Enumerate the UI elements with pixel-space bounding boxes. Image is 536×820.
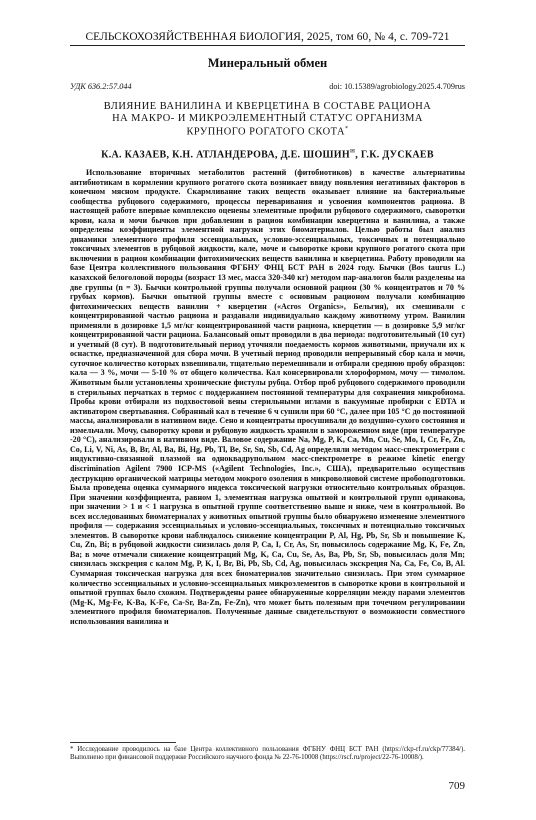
page-number: 709 [448,780,465,792]
doi-link[interactable]: doi: 10.15389/agrobiology.2025.4.709rus [329,82,465,91]
section-title: Минеральный обмен [207,56,328,70]
udk-code: УДК 636.2:57.044 [70,82,132,91]
abstract-text: Использование вторичных метаболитов растений (фитобиотиков) в качестве альтернативы антибиотикам в кормлении крупного рогатого скота возникает ввиду появления негативных факторов в конечном мясном продукте. Скармливание таких веществ оказывает влияние на бактериальные сообщества рубцового содержимого, процессы переваривания и усвоения компонентов рациона. В настоящей работе впервые комплексно оценены элементные профили рубцового содержимого, сыворотки крови, кала и мочи бычков при добавлении в рацион комбинации кверцетина и ванилина, а также определены коэффициенты элементной нагрузки этих биоматериалов. Целью работы был анализ динамики элементного профиля эссенциальных, условно-эссенциальных, токсичных и потенциально токсичных элементов в рубцовой жидкости, кале, моче и сыворотке крови крупного рогатого скота при включении в рацион комбинации фитохимических веществ ванилина и кверцетина. Работу проводили на базе Центра коллективного пользования ФГБНУ ФНЦ БСТ РАН в 2024 году. Бычки (Bos taurus L.) казахской белоголовой породы (возраст 13 мес, масса 320-340 кг) методом пар-аналогов были разделены на две группы (n = 3). Бычки контрольной группы получали основной рацион (30 % концентратов и 70 % грубых кормов). Бычки опытной группы вместе с основным рационом получали комбинацию фитохимических веществ ванилин + кверцетин («Acros Organics», Бельгия), их смешивали с концентрированной частью рациона и раздавали индивидуально каждому животному утром. Ванилин применяли в дозировке 1,5 мг/кг концентрированной части рациона, кверцетин — в дозировке 5,9 мг/кг концентрированной части рациона. Балансовый опыт проводили в два периода: подготовительный (10 сут) и учетный (8 сут). В подготовительный период уточняли поедаемость кормов животными, приучали их к оснастке, предназначенной для сбора мочи. В учетный период проводили непрерывный сбор кала и мочи, суточное количество которых взвешивали, тщательно перемешивали и отбирали среднюю пробу образцов: кала — 3 %, мочи — 5-10 % от общего количества. Кал консервировали хлороформом, мочу — тимолом. Животным были установлены хронические фистулы рубца. Отбор проб рубцового содержимого проводили в стерильных перчатках в термос с поддержанием постоянной температуры для сохранения микробиома. Пробы крови отбирали из подхвостовой вены стерильными иглами в вакуумные пробирки с EDTA и активатором свертывания. Собранный кал в течение 6 ч сушили при 60 °С, далее при 105 °С до постоянной массы, анализировали в нативном виде. Сено и концентраты просушивали до воздушно-сухого состояния и измельчали. Мочу, сыворотку крови и рубцовую жидкость хранили в замороженном виде (при температуре -20 °С), анализировали в нативном виде. Валовое содержание Na, Mg, P, K, Ca, Mn, Cu, Se, Mo, I, Cr, Fe, Zn, Co, Li, V, Ni, As, B, Br, Al, Ba, Bi, Hg, Pb, Tl, Be, Sr, Sn, Sb, Cd, Ag определяли методом масс-спектрометрии с индуктивно-связанной плазмой на одноквадрупольном масс-спектрометре в режиме kinetic energy discrimination Agilent 7900 ICP-MS («Agilent Technologies, Inc.», США), предварительно осуществив деструкцию органической матрицы методом мокрого озоления в микроволновой системе пробоподготовки. Была проведена оценка суммарного индекса токсической нагрузки относительно контрольных образцов. При значении коэффициента, равном 1, элементная нагрузка опытной и контрольной групп одинакова, при значении > 1 и < 1 нагрузка в опытной группе соответственно выше и ниже, чем в контрольной. Во всех исследованных биоматериалах у животных опытной группы было обнаружено изменение элементного профиля — содержания эссенциальных и условно-эссенциальных, токсичных и потенциально токсичных элементов. В сыворотке крови наблюдалось снижение концентрации P, Al, Hg, Pb, Sr, Sb и повышение K, Cu, Zn, Bi; в рубцовой жидкости снизилась доля P, Ca, I, Cr, As, Sr, повысилось содержание Mg, K, Fe, Zn, Ba; в моче отмечали снижение концентраций Mg, K, Ca, Cu, Se, As, Ba, Pb, Sr, Sb, повысилась доля Mn; снизилась экскреция с калом Mg, P, K, I, Br, Bi, Pb, Sb, Cd, Ag, повысилась экскреция Na, Ca, Fe, Co, B, Al. Суммарная токсическая нагрузка для всех биоматериалов значительно снизилась. При этом суммарное количество эссенциальных и условно-эссенциальных микроэлементов в сыворотке крови в контрольной и опытной группах было схожим. Подтверждены ранее обнаруженные корреляции между парами элементов (Mg-K, Mg-Fe, K-Ba, K-Fe, Ca-Sr, Ba-Zn, Fe-Zn), что может быть полезным при точечном регулировании элементного профиля биоматериалов. Полученные данные свидетельствуют о возможности совместного использования ванилина и [70,168,465,626]
footnote-divider [70,742,176,743]
authors-text: К.А. КАЗАЕВ, К.Н. АТЛАНДЕРОВА, Д.Е. ШОШИН [101,149,350,161]
title-line: НА МАКРО- И МИКРОЭЛЕМЕНТНЫЙ СТАТУС ОРГАНИЗМА [112,112,423,124]
authors-tail: , Г.К. ДУСКАЕВ [355,149,434,161]
footnote-text: * Исследование проводилось на базе Центра коллективного пользования ФГБНУ ФНЦ БСТ РАН (https://ckp-rf.ru/ckp/77384/). Выполнено при финансовой поддержке Российского научного фонда № 22-76-10008 (https://rscf.ru/project/22-76-10008/). [70,746,465,762]
article-meta [70,82,465,91]
title-line [70,124,465,138]
running-head: СЕЛЬСКОХОЗЯЙСТВЕННАЯ БИОЛОГИЯ, 2025, том 60, № 4, с. 709-721 [70,31,465,46]
title-line-text: КРУПНОГО РОГАТОГО СКОТА [186,126,346,138]
corresponding-author-icon[interactable]: ✉ [349,149,356,155]
author-list [70,148,465,160]
article-title [70,101,465,138]
title-line: ВЛИЯНИЕ ВАНИЛИНА И КВЕРЦЕТИНА В СОСТАВЕ РАЦИОНА [103,101,432,112]
footnote-mark[interactable]: * [345,126,349,133]
